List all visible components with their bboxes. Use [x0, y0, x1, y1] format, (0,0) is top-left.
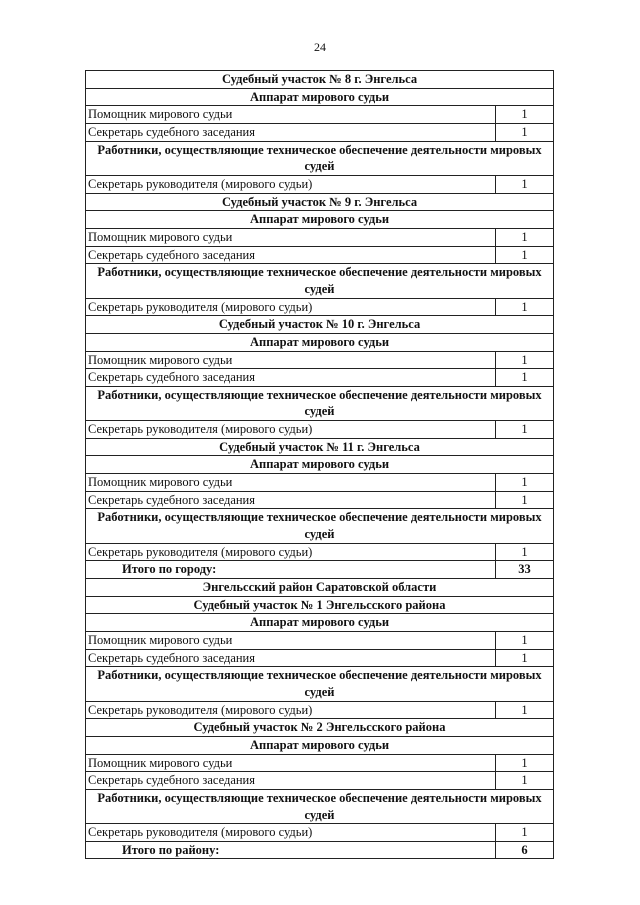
section-header-row — [86, 736, 554, 754]
section-header: Судебный участок № 9 г. Энгельса — [86, 193, 554, 211]
position-name: Помощник мирового судьи — [86, 106, 496, 124]
position-row — [86, 824, 554, 842]
position-row — [86, 491, 554, 509]
staffing-table — [85, 70, 554, 859]
total-count: 6 — [496, 841, 554, 859]
position-count: 1 — [496, 543, 554, 561]
position-count: 1 — [496, 754, 554, 772]
section-header-row — [86, 509, 554, 543]
section-header: Судебный участок № 1 Энгельсского района — [86, 596, 554, 614]
section-header: Работники, осуществляющие техническое обеспечение деятельности мировых судей — [86, 789, 554, 823]
position-name: Помощник мирового судьи — [86, 229, 496, 247]
section-header: Энгельсский район Саратовской области — [86, 578, 554, 596]
position-row — [86, 649, 554, 667]
position-count: 1 — [496, 176, 554, 194]
position-row — [86, 754, 554, 772]
position-count: 1 — [496, 369, 554, 387]
section-header-row — [86, 719, 554, 737]
position-count: 1 — [496, 106, 554, 124]
position-name: Секретарь руководителя (мирового судьи) — [86, 824, 496, 842]
position-name: Секретарь судебного заседания — [86, 369, 496, 387]
section-header: Работники, осуществляющие техническое обеспечение деятельности мировых судей — [86, 386, 554, 420]
position-count: 1 — [496, 491, 554, 509]
section-header: Работники, осуществляющие техническое обеспечение деятельности мировых судей — [86, 141, 554, 175]
position-count: 1 — [496, 421, 554, 439]
section-header-row — [86, 614, 554, 632]
section-header: Работники, осуществляющие техническое обеспечение деятельности мировых судей — [86, 509, 554, 543]
position-row — [86, 298, 554, 316]
section-header-row — [86, 667, 554, 701]
position-name: Помощник мирового судьи — [86, 474, 496, 492]
position-count: 1 — [496, 246, 554, 264]
section-header-row — [86, 71, 554, 89]
position-row — [86, 772, 554, 790]
position-name: Секретарь судебного заседания — [86, 491, 496, 509]
position-row — [86, 176, 554, 194]
position-name: Помощник мирового судьи — [86, 351, 496, 369]
position-count: 1 — [496, 229, 554, 247]
position-name: Секретарь руководителя (мирового судьи) — [86, 543, 496, 561]
section-header: Аппарат мирового судьи — [86, 211, 554, 229]
position-row — [86, 124, 554, 142]
position-name: Помощник мирового судьи — [86, 632, 496, 650]
position-name: Секретарь руководителя (мирового судьи) — [86, 421, 496, 439]
section-header: Аппарат мирового судьи — [86, 614, 554, 632]
position-name: Секретарь судебного заседания — [86, 246, 496, 264]
position-row — [86, 632, 554, 650]
section-header-row — [86, 193, 554, 211]
section-header-row — [86, 789, 554, 823]
total-label: Итого по городу: — [86, 561, 496, 579]
section-header: Аппарат мирового судьи — [86, 333, 554, 351]
section-header-row — [86, 264, 554, 298]
position-row — [86, 351, 554, 369]
position-count: 1 — [496, 298, 554, 316]
section-header: Судебный участок № 2 Энгельсского района — [86, 719, 554, 737]
total-row — [86, 841, 554, 859]
position-count: 1 — [496, 351, 554, 369]
page-number: 24 — [314, 40, 326, 54]
section-header: Аппарат мирового судьи — [86, 456, 554, 474]
position-count: 1 — [496, 772, 554, 790]
section-header: Аппарат мирового судьи — [86, 736, 554, 754]
section-header-row — [86, 141, 554, 175]
position-count: 1 — [496, 824, 554, 842]
section-header: Судебный участок № 8 г. Энгельса — [86, 71, 554, 89]
position-count: 1 — [496, 701, 554, 719]
section-header-row — [86, 578, 554, 596]
section-header-row — [86, 456, 554, 474]
total-count: 33 — [496, 561, 554, 579]
staffing-table-body — [86, 71, 554, 859]
position-name: Секретарь руководителя (мирового судьи) — [86, 701, 496, 719]
position-row — [86, 246, 554, 264]
position-row — [86, 474, 554, 492]
position-row — [86, 369, 554, 387]
section-header: Работники, осуществляющие техническое обеспечение деятельности мировых судей — [86, 264, 554, 298]
position-row — [86, 701, 554, 719]
position-row — [86, 229, 554, 247]
position-count: 1 — [496, 649, 554, 667]
section-header-row — [86, 596, 554, 614]
section-header: Судебный участок № 10 г. Энгельса — [86, 316, 554, 334]
position-row — [86, 543, 554, 561]
position-name: Помощник мирового судьи — [86, 754, 496, 772]
total-row — [86, 561, 554, 579]
position-name: Секретарь руководителя (мирового судьи) — [86, 176, 496, 194]
section-header-row — [86, 211, 554, 229]
section-header-row — [86, 333, 554, 351]
section-header-row — [86, 386, 554, 420]
position-name: Секретарь судебного заседания — [86, 772, 496, 790]
section-header-row — [86, 88, 554, 106]
position-name: Секретарь судебного заседания — [86, 649, 496, 667]
position-count: 1 — [496, 632, 554, 650]
position-name: Секретарь судебного заседания — [86, 124, 496, 142]
section-header-row — [86, 316, 554, 334]
position-name: Секретарь руководителя (мирового судьи) — [86, 298, 496, 316]
total-label: Итого по району: — [86, 841, 496, 859]
section-header: Работники, осуществляющие техническое обеспечение деятельности мировых судей — [86, 667, 554, 701]
position-count: 1 — [496, 124, 554, 142]
section-header-row — [86, 438, 554, 456]
position-row — [86, 106, 554, 124]
position-row — [86, 421, 554, 439]
section-header: Судебный участок № 11 г. Энгельса — [86, 438, 554, 456]
section-header: Аппарат мирового судьи — [86, 88, 554, 106]
position-count: 1 — [496, 474, 554, 492]
